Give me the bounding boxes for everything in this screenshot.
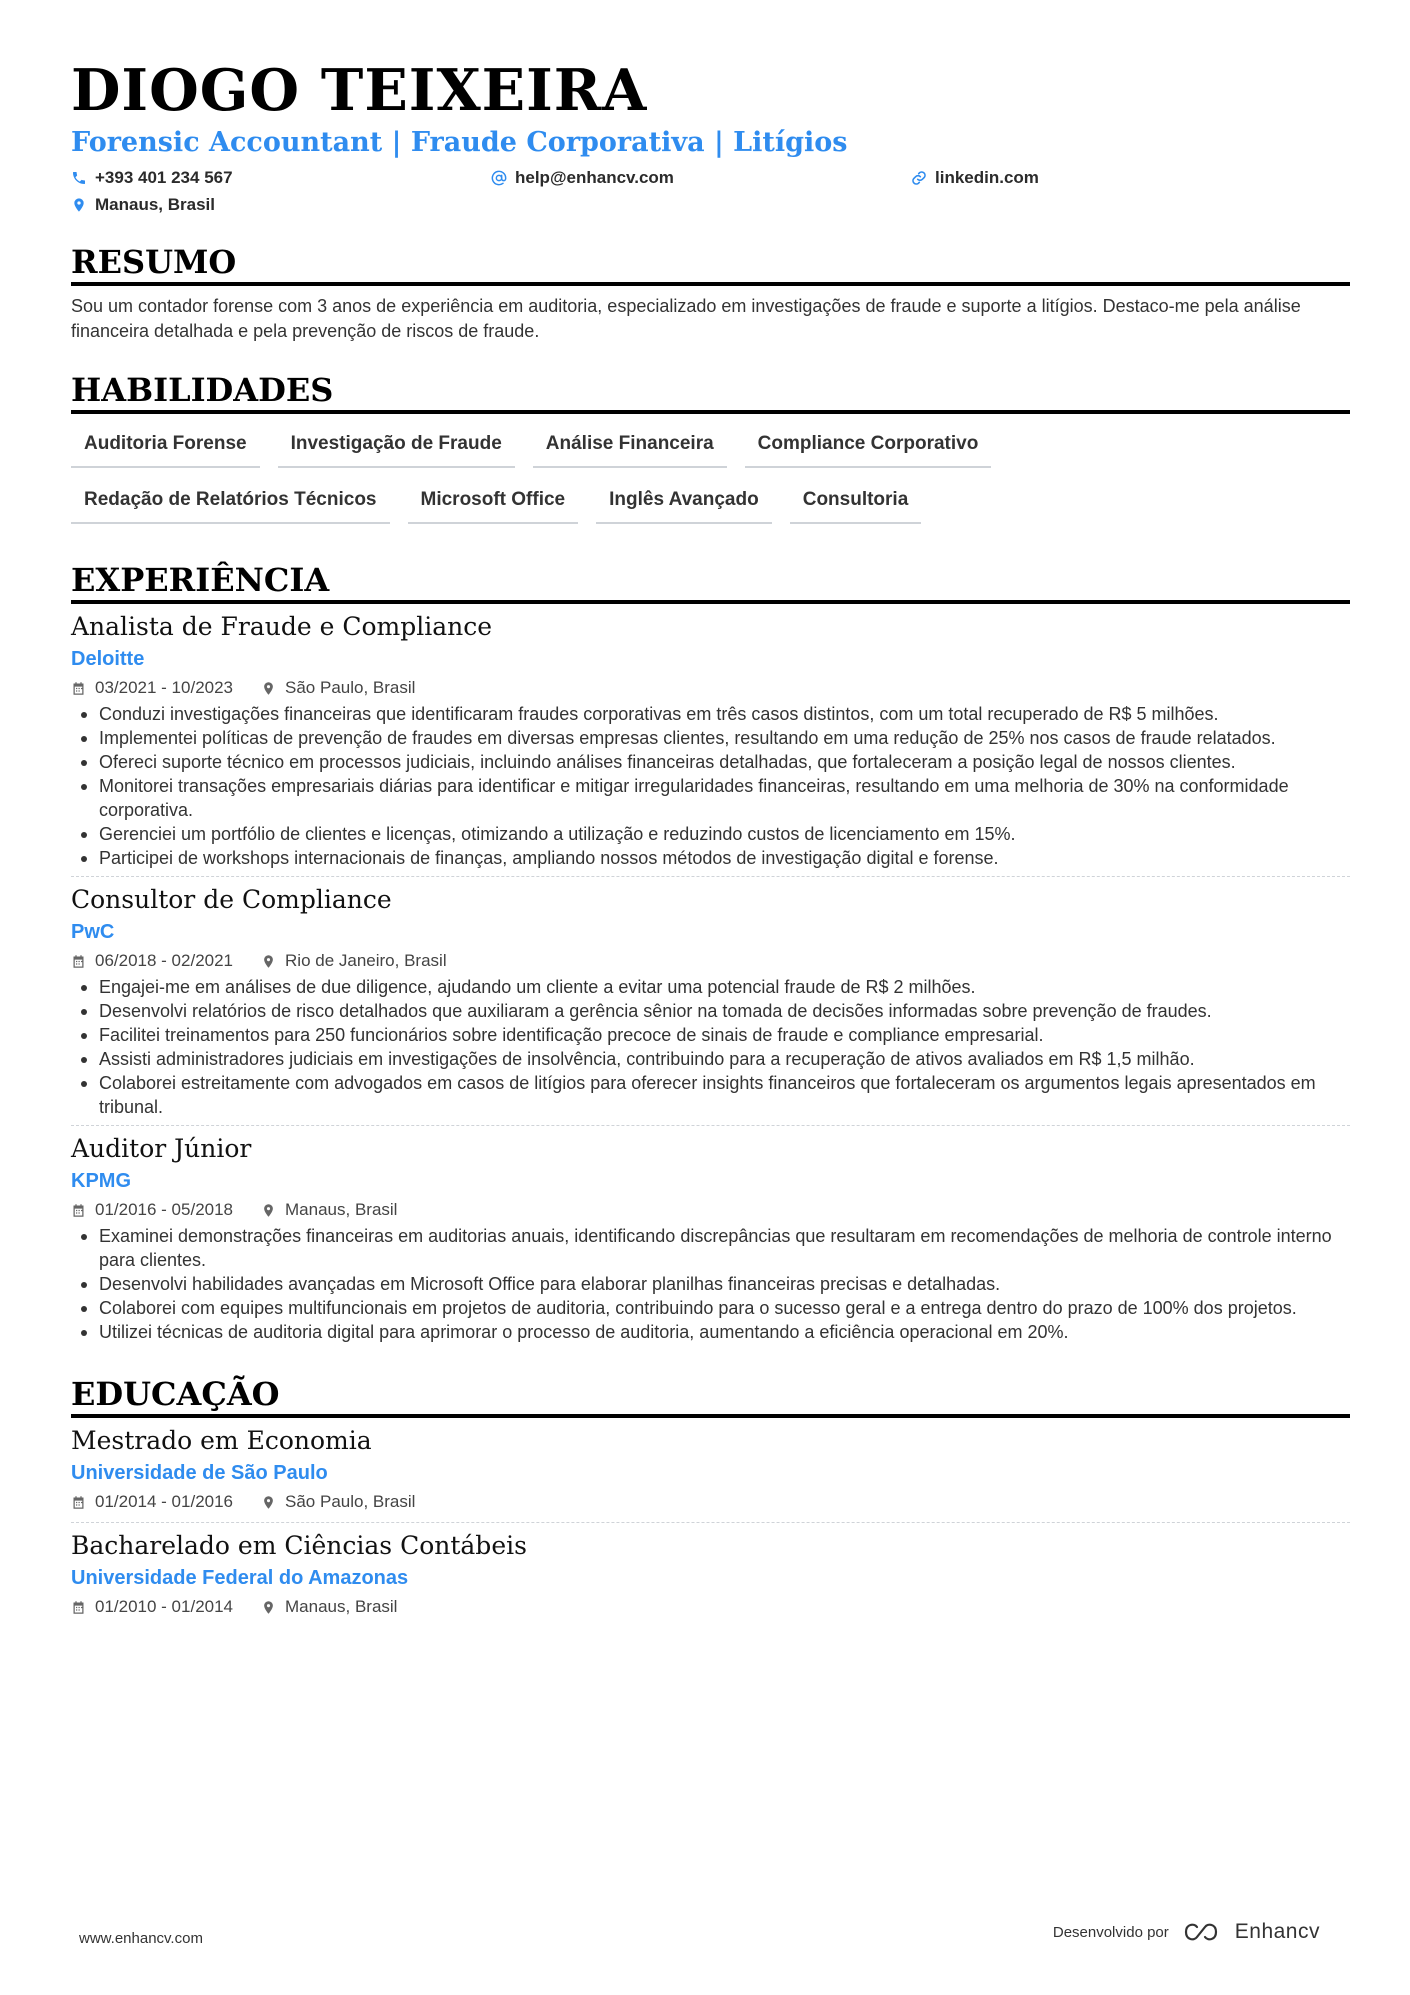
summary-section-title: RESUMO xyxy=(71,242,1350,286)
education-location-text: Manaus, Brasil xyxy=(285,1597,398,1616)
degree-title: Mestrado em Economia xyxy=(71,1426,372,1455)
bullet-item: Ofereci suporte técnico em processos judiciais, incluindo análises financeiras detalhadas, que fortaleceram a posição legal de nossos clientes. xyxy=(99,750,1350,774)
skills-list xyxy=(71,426,1221,538)
powered-by-text: Desenvolvido por xyxy=(1052,1923,1169,1941)
phone-icon xyxy=(71,170,87,186)
bullet-item: Assisti administradores judiciais em investigações de insolvência, contribuindo para a recuperação de ativos avaliados em R$ 1,5 milhão. xyxy=(99,1047,1350,1071)
enhancv-logo-icon xyxy=(1183,1921,1227,1943)
skill-tag: Inglês Avançado xyxy=(596,482,772,524)
job-location xyxy=(261,947,447,975)
map-pin-icon xyxy=(261,1495,276,1510)
bullet-item: Conduzi investigações financeiras que identificaram fraudes corporativas em três casos distintos, com um total recuperado de R$ 5 milhões. xyxy=(99,702,1350,726)
job-title: Analista de Fraude e Compliance xyxy=(71,612,492,641)
linkedin-text: linkedin.com xyxy=(935,167,1039,187)
bullet-item: Facilitei treinamentos para 250 funcionários sobre identificação precoce de sinais de fraude e compliance empresarial. xyxy=(99,1023,1350,1047)
education-dates-text: 01/2014 - 01/2016 xyxy=(95,1492,234,1511)
calendar-icon xyxy=(71,1495,86,1510)
job-title: Consultor de Compliance xyxy=(71,885,392,914)
bullet-item: Engajei-me em análises de due diligence, ajudando um cliente a evitar uma potencial fraude de R$ 2 milhões. xyxy=(99,975,1350,999)
bullet-item: Colaborei estreitamente com advogados em casos de litígios para oferecer insights financeiros que fortaleceram os argumentos legais apresentados em tribunal. xyxy=(99,1071,1350,1119)
job-location xyxy=(261,674,415,702)
bullet-item: Desenvolvi habilidades avançadas em Microsoft Office para elaborar planilhas financeiras precisas e detalhadas. xyxy=(99,1272,1350,1296)
contact-location xyxy=(71,195,215,215)
skills-section-title: HABILIDADES xyxy=(71,370,1350,414)
phone-text: +393 401 234 567 xyxy=(95,167,233,187)
experience-entry xyxy=(71,1126,1350,1350)
job-meta xyxy=(71,947,1350,975)
footer-branding[interactable] xyxy=(1053,1920,1320,1944)
company-name: PwC xyxy=(71,921,115,943)
email-text: help@enhancv.com xyxy=(515,167,674,187)
contact-phone[interactable] xyxy=(71,168,491,188)
job-bullets xyxy=(71,1224,1350,1344)
bullet-item: Gerenciei um portfólio de clientes e licenças, otimizando a utilização e reduzindo custos de licenciamento em 15%. xyxy=(99,822,1350,846)
contact-linkedin[interactable] xyxy=(911,168,1039,188)
job-dates-text: 06/2018 - 02/2021 xyxy=(95,951,234,970)
contact-row-2 xyxy=(71,191,1350,218)
job-dates-text: 03/2021 - 10/2023 xyxy=(95,678,234,697)
map-pin-icon xyxy=(261,954,276,969)
skill-tag: Compliance Corporativo xyxy=(745,426,992,468)
job-location-text: São Paulo, Brasil xyxy=(285,678,416,697)
degree-title: Bacharelado em Ciências Contábeis xyxy=(71,1531,527,1560)
skill-tag: Análise Financeira xyxy=(533,426,727,468)
calendar-icon xyxy=(71,954,86,969)
job-dates-text: 01/2016 - 05/2018 xyxy=(95,1200,234,1219)
education-dates-text: 01/2010 - 01/2014 xyxy=(95,1597,234,1616)
candidate-name: DIOGO TEIXEIRA xyxy=(71,57,648,124)
skill-tag: Auditoria Forense xyxy=(71,426,260,468)
calendar-icon xyxy=(71,1600,86,1615)
calendar-icon xyxy=(71,681,86,696)
at-sign-icon xyxy=(491,170,507,186)
school-name: Universidade Federal do Amazonas xyxy=(71,1567,409,1589)
education-section-title: EDUCAÇÃO xyxy=(71,1374,1350,1418)
bullet-item: Utilizei técnicas de auditoria digital para aprimorar o processo de auditoria, aumentando a eficiência operacional em 20%. xyxy=(99,1320,1350,1344)
job-meta xyxy=(71,1196,1350,1224)
job-dates xyxy=(71,674,233,702)
job-dates xyxy=(71,1196,233,1224)
map-pin-icon xyxy=(261,1600,276,1615)
company-name: KPMG xyxy=(71,1170,131,1192)
summary-text: Sou um contador forense com 3 anos de experiência em auditoria, especializado em investigações de fraude e suporte a litígios. Destaco-me pela análise financeira detalhada e pela prevenção de riscos de fraude. xyxy=(71,296,1301,341)
map-pin-icon xyxy=(261,1203,276,1218)
skill-tag: Consultoria xyxy=(790,482,922,524)
job-location-text: Manaus, Brasil xyxy=(285,1200,398,1219)
bullet-item: Desenvolvi relatórios de risco detalhados que auxiliaram a gerência sênior na tomada de decisões informadas sobre prevenção de fraudes. xyxy=(99,999,1350,1023)
education-entry xyxy=(71,1523,1350,1627)
education-meta xyxy=(71,1488,1350,1516)
resume-content xyxy=(71,56,1350,1627)
experience-entry xyxy=(71,877,1350,1126)
education-location-text: São Paulo, Brasil xyxy=(285,1492,416,1511)
contact-email[interactable] xyxy=(491,168,911,188)
education-dates xyxy=(71,1488,233,1516)
education-location xyxy=(261,1488,415,1516)
bullet-item: Monitorei transações empresariais diárias para identificar e mitigar irregularidades financeiras, resultando em uma melhoria de 30% na conformidade corporativa. xyxy=(99,774,1350,822)
location-text: Manaus, Brasil xyxy=(95,194,215,214)
experience-entry xyxy=(71,604,1350,877)
job-location-text: Rio de Janeiro, Brasil xyxy=(285,951,447,970)
job-dates xyxy=(71,947,233,975)
contact-row xyxy=(71,164,1350,191)
bullet-item: Colaborei com equipes multifuncionais em projetos de auditoria, contribuindo para o sucesso geral e a entrega dentro do prazo de 100% dos projetos. xyxy=(99,1296,1350,1320)
school-name: Universidade de São Paulo xyxy=(71,1462,328,1484)
bullet-item: Implementei políticas de prevenção de fraudes em diversas empresas clientes, resultando em uma redução de 25% nos casos de fraude relatados. xyxy=(99,726,1350,750)
calendar-icon xyxy=(71,1203,86,1218)
footer-website[interactable]: www.enhancv.com xyxy=(79,1930,203,1947)
map-pin-icon xyxy=(71,197,87,213)
education-dates xyxy=(71,1593,233,1621)
skill-tag: Redação de Relatórios Técnicos xyxy=(71,482,390,524)
bullet-item: Examinei demonstrações financeiras em auditorias anuais, identificando discrepâncias que resultaram em recomendações de melhoria de controle interno para clientes. xyxy=(99,1224,1350,1272)
job-meta xyxy=(71,674,1350,702)
skill-tag: Investigação de Fraude xyxy=(278,426,515,468)
education-location xyxy=(261,1593,397,1621)
education-entry xyxy=(71,1418,1350,1523)
link-icon xyxy=(911,170,927,186)
job-title: Auditor Júnior xyxy=(71,1134,252,1163)
job-bullets xyxy=(71,702,1350,870)
skill-tag: Microsoft Office xyxy=(408,482,579,524)
education-meta xyxy=(71,1593,1350,1621)
bullet-item: Participei de workshops internacionais de finanças, ampliando nossos métodos de investigação digital e forense. xyxy=(99,846,1350,870)
job-bullets xyxy=(71,975,1350,1119)
job-location xyxy=(261,1196,397,1224)
candidate-headline: Forensic Accountant | Fraude Corporativa | Litígios xyxy=(71,127,848,158)
experience-section-title: EXPERIÊNCIA xyxy=(71,560,1350,604)
brand-name: Enhancv xyxy=(1234,1920,1320,1943)
company-name: Deloitte xyxy=(71,648,145,670)
map-pin-icon xyxy=(261,681,276,696)
